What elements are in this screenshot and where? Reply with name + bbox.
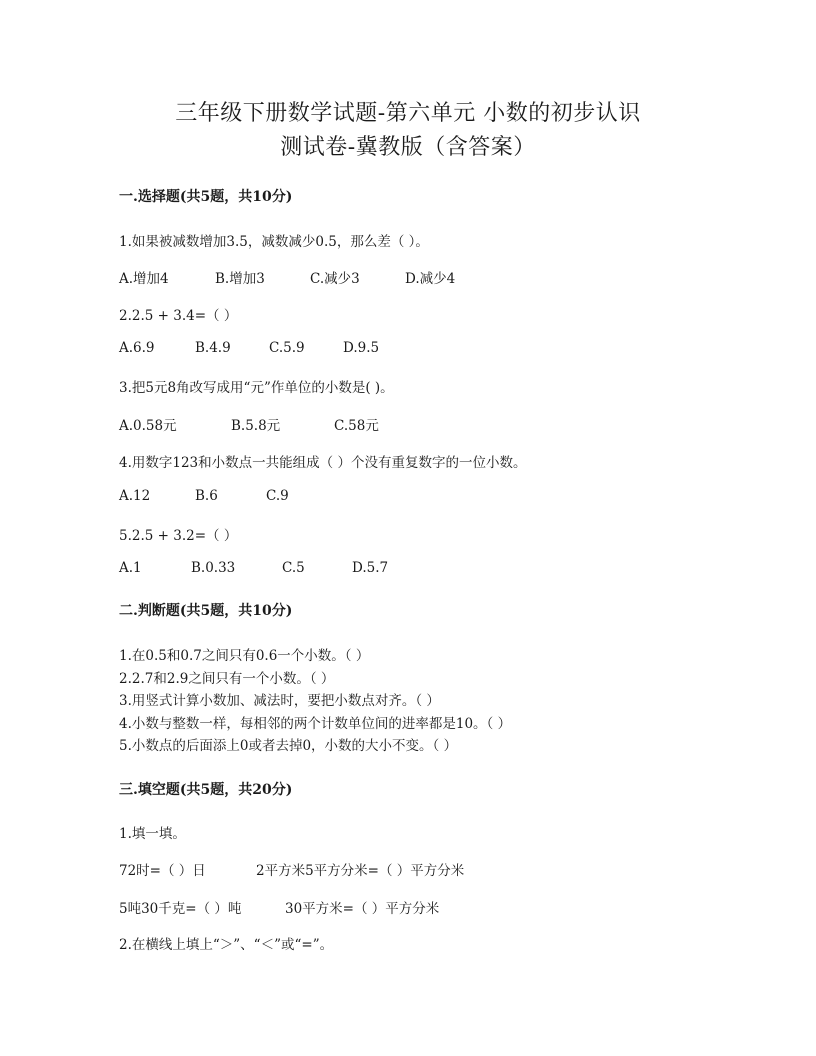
option: C.58元 xyxy=(334,418,379,434)
judgement-item: 3.用竖式计算小数加、减法时，要把小数点对齐。（ ） xyxy=(119,693,440,709)
fill-blank-item: 30平方米=（ ）平方分米 xyxy=(285,901,440,917)
document-title-line2: 测试卷-冀教版（含答案） xyxy=(280,135,536,160)
option: C.5.9 xyxy=(269,340,305,356)
fill-blank-item: 2平方米5平方分米=（ ）平方分米 xyxy=(256,863,465,879)
fill-row xyxy=(119,897,439,917)
question-text: 3.把5元8角改写成用“元”作单位的小数是( )。 xyxy=(119,380,394,396)
section-heading-choice: 一.选择题(共5题，共10分) xyxy=(119,189,293,205)
question-options xyxy=(119,414,379,434)
fill-question-text: 1.填一填。 xyxy=(119,826,186,842)
fill-blank-item: 5吨30千克=（ ）吨 xyxy=(119,901,242,917)
option: B.0.33 xyxy=(191,560,236,576)
option: D.减少4 xyxy=(405,271,456,287)
question-options xyxy=(119,267,455,287)
option: B.5.8元 xyxy=(231,418,281,434)
option: C.5 xyxy=(282,560,305,576)
option: A.增加4 xyxy=(119,271,169,287)
section-heading-judgement: 二.判断题(共5题，共10分) xyxy=(119,603,293,619)
option: B.6 xyxy=(195,488,218,504)
option: D.9.5 xyxy=(343,340,380,356)
option: B.4.9 xyxy=(195,340,231,356)
section-heading-fill: 三.填空题(共5题，共20分) xyxy=(119,782,293,798)
fill-row xyxy=(119,859,464,879)
judgement-item: 5.小数点的后面添上0或者去掉0，小数的大小不变。（ ） xyxy=(119,738,458,754)
option: A.12 xyxy=(119,488,151,504)
judgement-item: 4.小数与整数一样，每相邻的两个计数单位间的进率都是10。（ ） xyxy=(119,716,512,732)
option: A.1 xyxy=(119,560,142,576)
question-options xyxy=(119,488,289,504)
option: B.增加3 xyxy=(215,271,265,287)
question-text: 1.如果被减数增加3.5，减数减少0.5，那么差（ ）。 xyxy=(119,234,429,250)
document-title-line1: 三年级下册数学试题-第六单元 小数的初步认识 xyxy=(175,101,641,126)
question-options xyxy=(119,340,379,356)
judgement-item: 1.在0.5和0.7之间只有0.6一个小数。（ ） xyxy=(119,648,370,664)
question-text: 4.用数字123和小数点一共能组成（ ）个没有重复数字的一位小数。 xyxy=(119,455,527,471)
option: A.0.58元 xyxy=(119,418,177,434)
question-text: 5.2.5 + 3.2=（ ） xyxy=(119,528,238,544)
option: C.减少3 xyxy=(310,271,360,287)
option: D.5.7 xyxy=(352,560,389,576)
fill-question-text: 2.在横线上填上“＞”、“＜”或“=”。 xyxy=(119,937,334,953)
option: A.6.9 xyxy=(119,340,155,356)
question-options xyxy=(119,560,388,576)
option: C.9 xyxy=(266,488,289,504)
question-text: 2.2.5 + 3.4=（ ） xyxy=(119,308,238,324)
judgement-item: 2.2.7和2.9之间只有一个小数。（ ） xyxy=(119,671,335,687)
fill-blank-item: 72时=（ ）日 xyxy=(119,863,206,879)
